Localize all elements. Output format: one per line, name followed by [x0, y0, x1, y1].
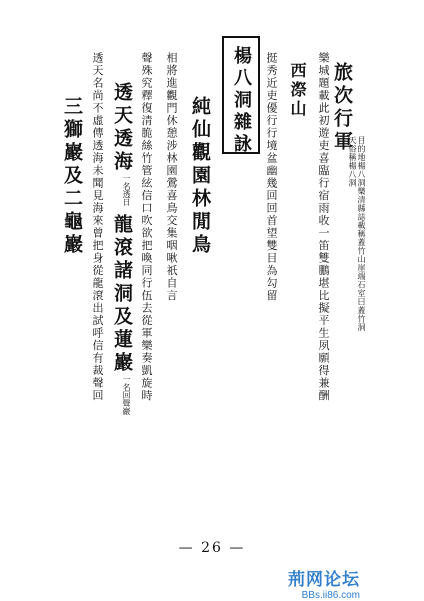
- poem-title-garden-birds: 純仙觀園林閒鳥: [189, 96, 211, 257]
- poem-title-text: 旅次行軍: [331, 62, 353, 154]
- poem-title-part: 透天透海: [111, 82, 133, 174]
- poem-title-part: 龍滾諸洞及蓮巖: [111, 214, 133, 375]
- poem-title-xiji: 西漈山: [288, 62, 307, 119]
- section-title-box: [222, 36, 260, 154]
- poem-body-line: 挺秀近吏優行行境盆幽幾回回首望雙目為勾留: [265, 52, 278, 302]
- watermark-site-name: 荊网论坛: [288, 570, 360, 589]
- poem-title-lions-turtles: 三獅巖及二龜巖: [61, 96, 83, 257]
- poem-body-line: 相將進觀門休憩涉林園鶯喜鳥交集咽啾祇自言: [165, 52, 178, 302]
- watermark-url: BBs.ii86.com: [301, 590, 360, 601]
- poem-title-note: [348, 136, 366, 336]
- inline-note: 一名透日: [122, 174, 131, 206]
- poem-title-caves: [112, 82, 131, 419]
- poem-note-text: 目的地楊八洞樂清縣誌載稱蓋竹山崖端石室曰蓋竹洞天俗稱楊八洞: [348, 136, 366, 332]
- poem-body-line: 聲殊究釋復清脆絲竹管絃信口吹欲把喚同行伍去從軍樂奏凱旋時: [140, 52, 153, 402]
- inline-note: 一名回聲巖: [122, 375, 131, 415]
- site-watermark: [288, 565, 360, 601]
- section-title: 楊八洞雜詠: [231, 46, 252, 156]
- poem-body-line: 透天名尚不虛傳透海未聞見海來曾把身從龍滾出試呼信有裁聲回: [91, 52, 104, 402]
- page-number: — 26 —: [178, 540, 246, 556]
- poem-body-line: 樂城題載此初遊吏喜臨行宿雨收一笛雙鵬堪比擬平生夙願得兼酬: [317, 52, 330, 402]
